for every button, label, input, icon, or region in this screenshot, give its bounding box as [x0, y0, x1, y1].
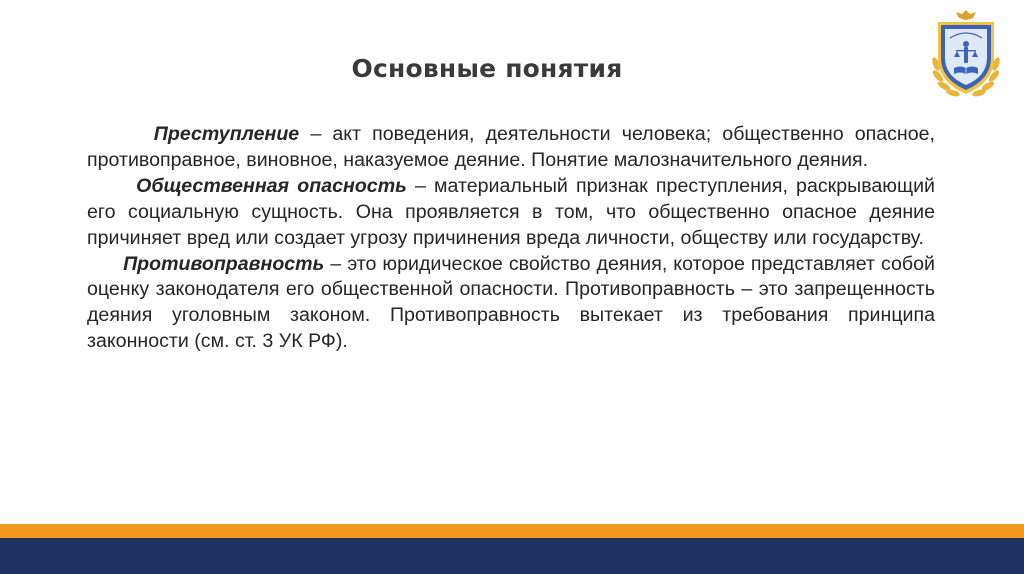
- paragraph-unlawfulness: [87, 252, 935, 356]
- term-dash: –: [324, 252, 348, 275]
- definition-text: это юридическое свойство деяния, которое представляет собой оценку законодателя его общественной опасности. Противоправность – это запрещенность деяния уголовным законом. Противоправность вытекает из требования принципа законности (см. ст. 3 УК РФ).: [87, 252, 935, 353]
- paragraph-public-danger: [87, 174, 935, 252]
- term-crime: Преступление: [153, 123, 300, 145]
- footer-navy-band: [0, 538, 1024, 574]
- paragraph-crime: [87, 122, 935, 174]
- term-unlawfulness: Противоправность: [123, 252, 325, 275]
- slide-title: Основные понятия: [351, 54, 623, 83]
- definition-text: акт поведения, деятельности человека; общественно опасное, противоправное, виновное, наказуемое деяние. Понятие малозначительного деяния.: [87, 123, 935, 171]
- footer-orange-stripe: [0, 524, 1024, 538]
- definition-text: материальный признак преступления, раскрывающий его социальную сущность. Она проявляется в том, что общественно опасное деяние причиняет вред или создает угрозу причинения вреда личности, обществу или государству.: [87, 174, 935, 249]
- term-dash: –: [406, 174, 435, 197]
- slide-body: [87, 122, 935, 355]
- term-dash: –: [299, 123, 333, 145]
- term-public-danger: Общественная опасность: [136, 174, 407, 197]
